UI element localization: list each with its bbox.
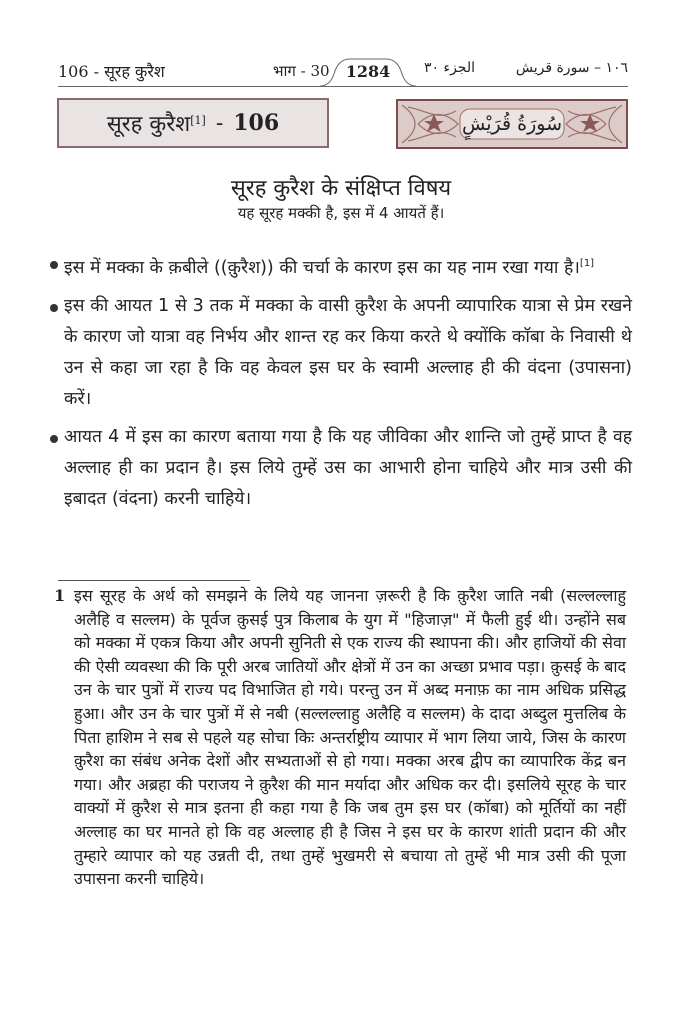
title-separator: - bbox=[215, 110, 224, 136]
bullet-dot-icon bbox=[50, 435, 58, 443]
footnote-text: इस सूरह के अर्थ को समझने के लिये यह जानना ज़रूरी है कि क़ुरैश जाति नबी (सल्लल्लाहु अलैहि व सल्लम) के पूर्वज क़ुसई पुत्र किलाब के युग में "हिजाज़" में फैली हुई थी। उन्होंने सब को मक्का में एकत्र किया और अपनी सुनिती से एक राज्य की स्थापना की। और हाजियों की सेवा की ऐसी व्यवस्था की कि पूरी अरब जातियों और क्षेत्रों में उन का अच्छा प्रभाव पड़ा। क़ुसई के बाद उन के चार पुत्रों में राज्य पद विभाजित हो गये। परन्तु उन में अब्द मनाफ़ का नाम अधिक प्रसिद्ध हुआ। और उन के चार पुत्रों में से नबी (सल्लल्लाहु अलैहि व सल्लम) के दादा अब्दुल मुत्तलिब के पिता हाशिम ने सब से पहले यह सोचा किः अन्तर्राष्ट्रीय व्यापार में भाग लिया जाये, जिस के कारण क़ुरैश का संबंध अनेक देशों और सभ्यताओं से हो गया। मक्का अरब द्वीप का व्यापारिक केंद्र बन गया। और अब्रहा की पराजय ने क़ुरैश की मान मर्यादा और अधिक कर दी। इसलिये सूरह के चार वाक्यों में क़ुरैश से मात्र इतना ही कहा गया है कि जब तुम इस घर (काॅबा) को मूर्तियों का नहीं अल्लाह का घर मानते हो कि वह अल्लाह ही है जिस ने इस घर के कारण शांती प्रदान की और तुम्हारे व्यापार को यह उन्नती दी, तथा तुम्हें भुखमरी से बचाया तो तुम्हें भी मात्र उसी की पूजा उपासना करनी चाहिये। bbox=[74, 586, 626, 889]
header-surah-hindi: 106 - सूरह कुरैश bbox=[58, 62, 165, 81]
footnote-number: 1 bbox=[54, 586, 66, 605]
bullet-dot-icon bbox=[50, 304, 58, 312]
bullet-text: आयत 4 में इस का कारण बताया गया है कि यह जीविका और शान्ति जो तुम्हें प्राप्त है वह अल्लाह ही का प्रदान है। इस लिये तुम्हें उस का आभारी होना चाहिये और मात्र उसी की इबादत (वंदना) करनी चाहिये। bbox=[64, 426, 632, 509]
surah-number: 106 bbox=[233, 110, 280, 136]
surah-title-name: सूरह कुरैश bbox=[106, 112, 191, 137]
footnote bbox=[54, 584, 626, 891]
bullet-item bbox=[48, 248, 632, 284]
footnote-separator bbox=[58, 580, 250, 581]
surah-name-arabic: سُورَةُ قُرَيْشٍ bbox=[462, 113, 562, 135]
bullet-item bbox=[48, 291, 632, 415]
page-number: 1284 bbox=[345, 62, 391, 81]
bullet-text: इस में मक्का के क़बीले ((क़ुरैश)) की चर्चा के कारण इस का यह नाम रखा गया है। bbox=[64, 257, 580, 278]
summary-subheading: यह सूरह मक्की है, इस में 4 आयतें हैं। bbox=[237, 204, 445, 222]
summary-heading: सूरह कुरैश के संक्षिप्त विषय bbox=[230, 176, 452, 201]
bullet-item bbox=[48, 422, 632, 515]
header-rule bbox=[58, 86, 628, 87]
header-para: भाग - 30 bbox=[273, 62, 330, 80]
surah-title-box bbox=[57, 98, 329, 148]
summary-bullet-list bbox=[48, 248, 632, 522]
page-number-tab bbox=[320, 56, 416, 87]
bullet-dot-icon bbox=[50, 261, 58, 269]
surah-calligraphy-banner bbox=[396, 99, 628, 149]
running-header bbox=[58, 56, 628, 88]
header-surah-arabic: ١٠٦ – سورة قريش bbox=[515, 60, 628, 76]
bullet-text: इस की आयत 1 से 3 तक में मक्का के वासी क़ुरैश के अपनी व्यापारिक यात्रा से प्रेम रखने के कारण जो यात्रा वह निर्भय और शान्त रह कर किया करते थे क्योंकि काॅबा के निवासी थे उन से कहा जा रहा है कि वह केवल इस घर के स्वामी अल्लाह ही की वंदना (उपासना) करें। bbox=[64, 295, 632, 409]
bullet-footnote-ref[interactable]: [1] bbox=[579, 258, 595, 269]
title-footnote-ref[interactable]: [1] bbox=[190, 113, 206, 127]
header-juz-arabic: الجزء ٣٠ bbox=[424, 60, 475, 76]
